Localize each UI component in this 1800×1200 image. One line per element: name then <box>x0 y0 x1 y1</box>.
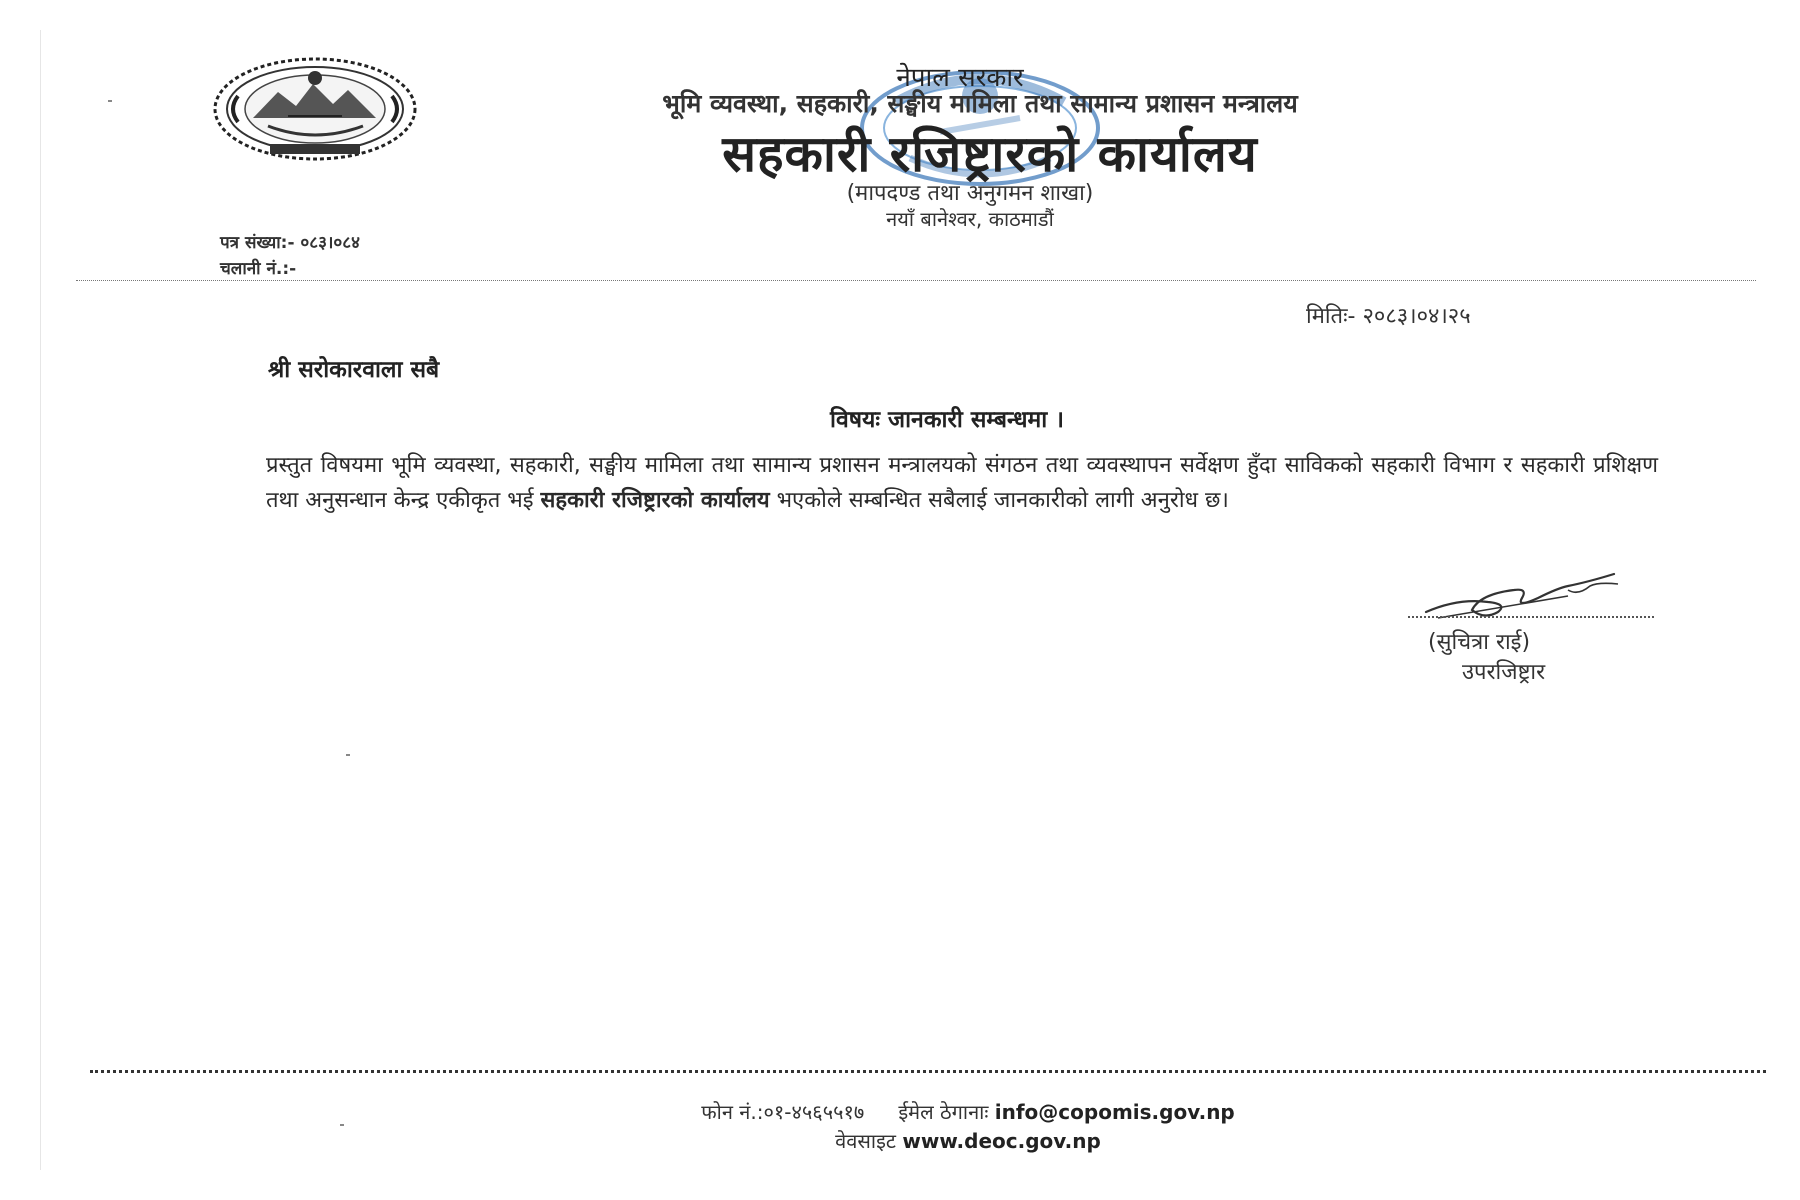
header-divider <box>76 280 1756 281</box>
signature-line <box>1408 616 1654 618</box>
subject-line: विषयः जानकारी सम्बन्धमा । <box>830 407 1064 433</box>
scan-speck <box>346 754 350 756</box>
body-text-bold: सहकारी रजिष्ट्रारको कार्यालय <box>540 488 770 513</box>
dispatch-number: चलानी नं.:- <box>220 259 297 279</box>
scan-speck <box>340 1124 344 1126</box>
signer-title: उपरजिष्ट्रार <box>1462 660 1546 685</box>
government-name: नेपाल सरकार <box>896 63 1024 93</box>
footer-contact-line <box>68 1098 1800 1125</box>
page-edge-line <box>40 30 41 1170</box>
footer-divider <box>90 1070 1766 1073</box>
body-text-part2: भएकोले सम्बन्धित सबैलाई जानकारीको लागी अनुरोध छ। <box>769 488 1229 513</box>
section-name: (मापदण्ड तथा अनुगमन शाखा) <box>846 181 1094 206</box>
footer-website-line <box>68 1127 1800 1154</box>
footer-email-link[interactable]: info@copomis.gov.np <box>994 1100 1235 1124</box>
ministry-name: भूमि व्यवस्था, सहकारी, सङ्घीय मामिला तथा सामान्य प्रशासन मन्त्रालय <box>662 89 1298 118</box>
footer-website-label: वेवसाइट <box>835 1129 897 1153</box>
scan-speck <box>108 100 112 102</box>
footer-website-link[interactable]: www.deoc.gov.np <box>902 1129 1101 1153</box>
letter-date: मितिः- २०८३।०४।२५ <box>1306 304 1471 329</box>
letter-body <box>266 448 1658 518</box>
footer-email-label: ईमेल ठेगानाः <box>898 1100 989 1124</box>
letter-number: पत्र संख्या:- ०८३।०८४ <box>220 233 360 253</box>
footer-phone: फोन नं.:०१-४५६५५१७ <box>701 1100 865 1124</box>
signer-name: (सुचित्रा राई) <box>1428 630 1531 655</box>
body-text-part1: प्रस्तुत विषयमा भूमि व्यवस्था, सहकारी, सङ्घीय मामिला तथा सामान्य प्रशासन मन्त्रालयको संगठन तथा व्यवस्थापन सर्वेक्षण हुँदा साविकको सहकारी विभाग र सहकारी प्रशिक्षण तथा अनुसन्धान केन्द्र एकीकृत भई <box>266 453 1658 513</box>
salutation: श्री सरोकारवाला सबै <box>268 357 440 383</box>
office-address: नयाँ बानेश्वर, काठमाडौं <box>886 207 1054 231</box>
office-name: सहकारी रजिष्ट्रारको कार्यालय <box>722 125 1258 183</box>
